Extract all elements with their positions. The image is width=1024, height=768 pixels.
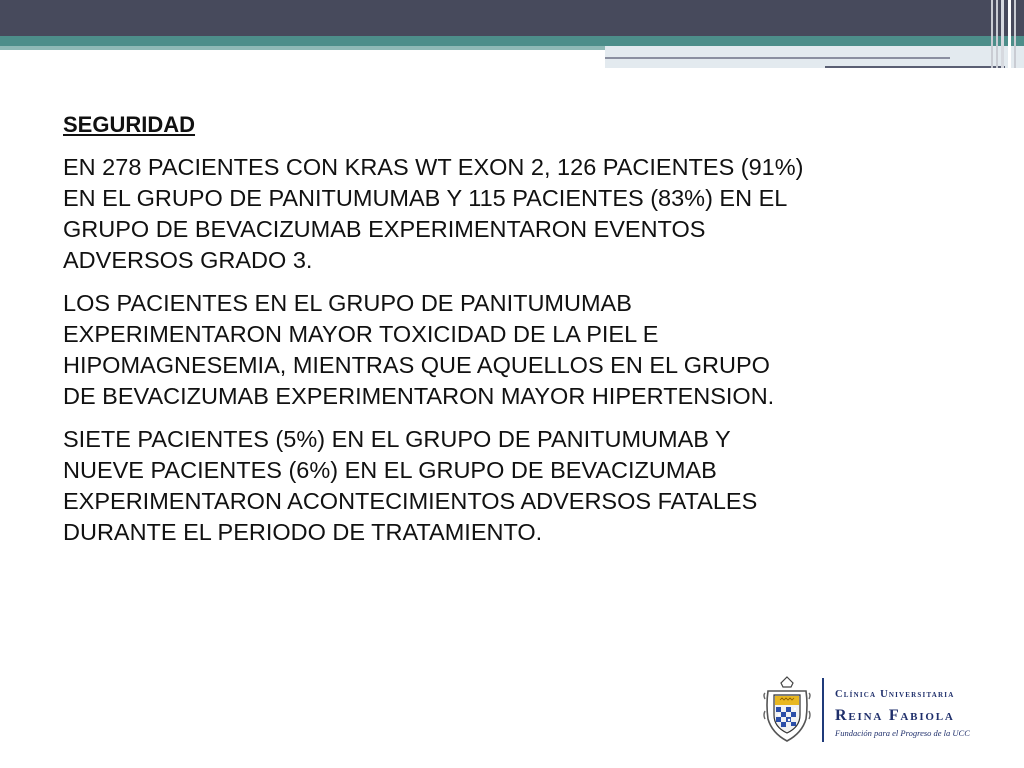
logo-divider [822, 678, 824, 742]
header-stripe [996, 0, 998, 68]
logo-clinic-name: Reina Fabiola [835, 707, 955, 724]
header-teal-light-bar [0, 46, 605, 50]
logo-foundation-tagline: Fundación para el Progreso de la UCC [835, 728, 970, 738]
paragraph-fatal-events: SIETE PACIENTES (5%) EN EL GRUPO DE PANITUMUMAB Y NUEVE PACIENTES (6%) EN EL GRUPO DE BEVACIZUMAB EXPERIMENTARON ACONTECIMIENTOS ADVERSOS FATALES DURANTE EL PERIODO DE TRATAMIENTO. [63, 426, 758, 545]
paragraph-adverse-events: EN 278 PACIENTES CON KRAS WT EXON 2, 126 PACIENTES (91%) EN EL GRUPO DE PANITUMUMAB Y 115 PACIENTES (83%) EN EL GRUPO DE BEVACIZUMAB EXPERIMENTARON EVENTOS ADVERSOS GRADO 3. [63, 154, 804, 273]
header-stripe [991, 0, 993, 68]
slide-heading: SEGURIDAD [63, 112, 196, 137]
header-stripe [1001, 0, 1004, 68]
crest-icon [762, 675, 812, 743]
logo-clinic-label: Clínica Universitaria [835, 689, 955, 700]
header-dark-bar [0, 0, 1024, 36]
header-rule-upper [605, 57, 950, 59]
paragraph-toxicity: LOS PACIENTES EN EL GRUPO DE PANITUMUMAB EXPERIMENTARON MAYOR TOXICIDAD DE LA PIEL E HIPOMAGNESEMIA, MIENTRAS QUE AQUELLOS EN EL GRUPO DE BEVACIZUMAB EXPERIMENTARON MAYOR HIPERTENSION. [63, 290, 775, 409]
clinic-logo [762, 675, 1002, 745]
header-rule-lower [825, 66, 1005, 68]
header-stripe [1008, 0, 1011, 68]
header-stripe [1014, 0, 1016, 68]
header-teal-bar [0, 36, 1024, 46]
slide-body [63, 110, 963, 560]
